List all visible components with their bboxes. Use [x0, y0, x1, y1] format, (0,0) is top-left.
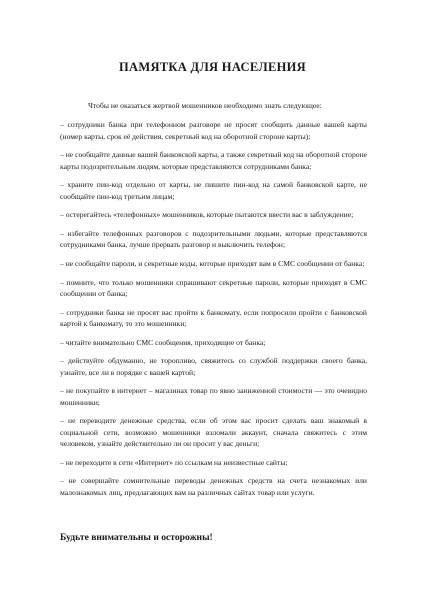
memo-intro: Чтобы не оказаться жертвой мошенников необходимо знать следующее: [88, 101, 322, 110]
advice-item: – не покупайте в интернет – магазинах товар по явно заниженной стоимости — это очевидно мошенники; [60, 386, 367, 407]
advice-item: – остерегайтесь «телефонных» мошенников, которые пытаются ввести вас в заблуждение; [60, 210, 354, 220]
advice-item: – читайте внимательно СМС сообщения, приходящие от банка; [60, 337, 266, 347]
advice-item: – избегайте телефонных разговоров с подозрительными людьми, которые представляются сотрудниками банка, лучше прервать разговор и выключить телефон; [60, 229, 367, 250]
advice-item: – помните, что только мошенники спрашивают секретные пароли, которые приходят в СМС сообщении от банка; [60, 277, 367, 298]
memo-title: ПАМЯТКА ДЛЯ НАСЕЛЕНИЯ [119, 60, 306, 74]
advice-item: – не переводите денежные средства, если об этом вас просит сделать ваш знакомый в социальной сети, возможно мошенники взломали аккаунт, сначала свяжитесь с этим человеком, узнайте действительно ли он просит у вас деньги; [60, 416, 367, 448]
advice-item: – сотрудники банка при телефонном разговоре не просят сообщить данные вашей карты (номер карты, срок её действия, секретный код на оборотной стороне карты); [60, 120, 367, 141]
advice-item: – сотрудники банка не просят вас пройти к банкомату, если попросили пройти с банковской картой к банкомату, то это мошенники; [60, 307, 367, 328]
advice-item: – храните пин-код отдельно от карты, не пишите пин-код на самой банковской карте, не сообщайте пин-код третьим лицам; [60, 180, 367, 201]
advice-item: – не совершайте сомнительные переводы денежных средств на счета незнакомых или малознакомых лиц, предлагающих вам на различных сайтах товар или услуги. [60, 476, 367, 497]
advice-list [60, 119, 367, 498]
advice-item: – не сообщайте данные вашей банковской карты, а также секретный код на оборотной стороне карты подозрительным людям, которые представляются сотрудниками банка; [60, 150, 367, 171]
memo-body [60, 100, 367, 505]
advice-item: – не переходите в сети «Интернет» по ссылкам на неизвестные сайты; [60, 457, 288, 467]
advice-item: – действуйте обдуманно, не торопливо, свяжитесь со службой поддержки своего банка, узнайте, все ли в порядке с вашей картой; [60, 356, 367, 377]
closing-warning: Будьте внимательны и осторожны! [60, 532, 213, 543]
advice-item: – не сообщайте пароли, и секретные коды, которые приходят вам в СМС сообщении от банка; [60, 259, 365, 268]
